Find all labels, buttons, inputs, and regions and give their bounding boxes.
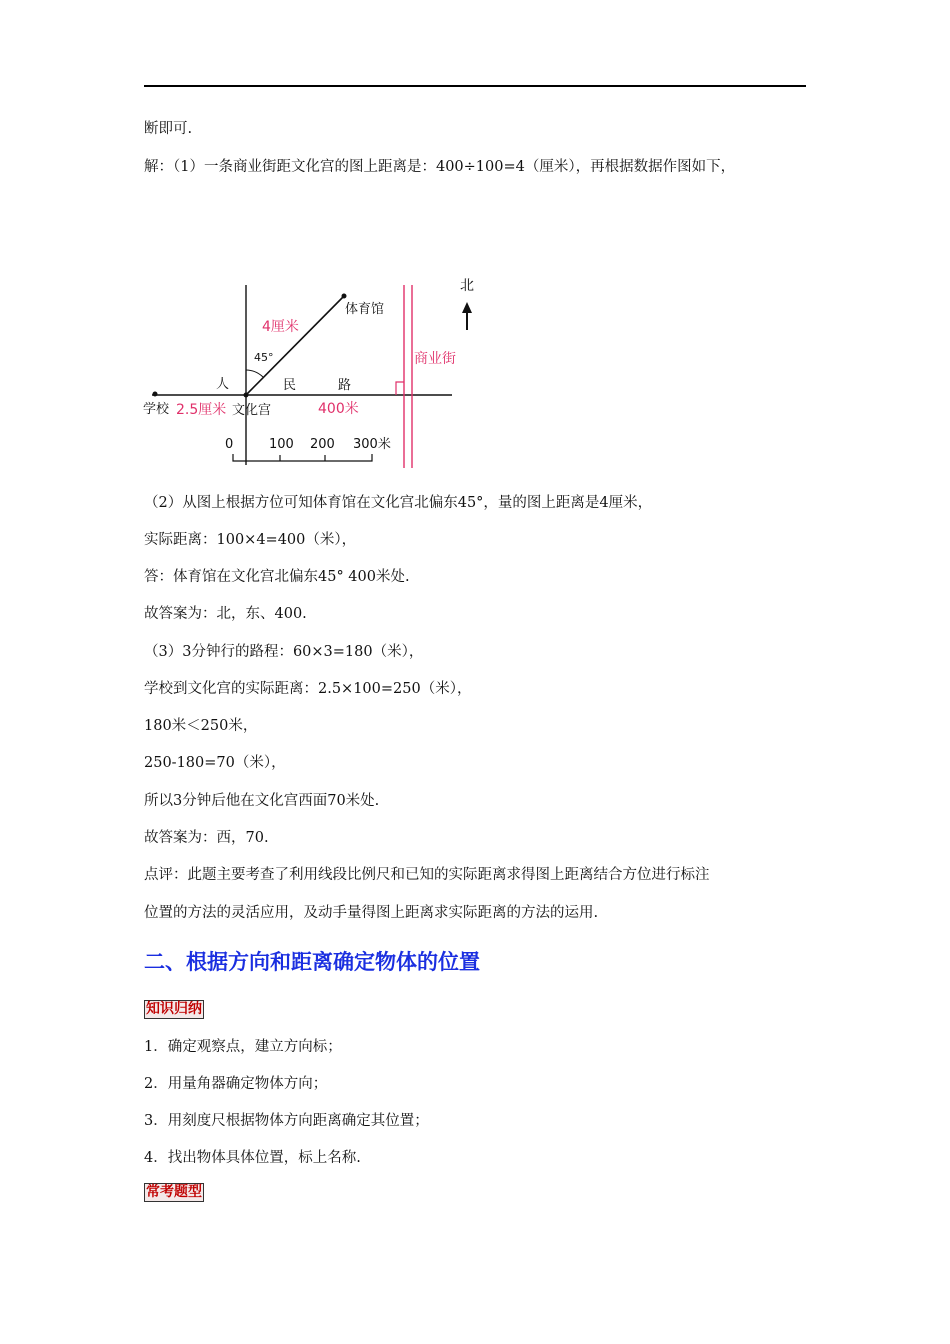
text-line: 180米＜250米， bbox=[144, 718, 258, 734]
stadium-label: 体育馆 bbox=[345, 302, 385, 317]
stadium-point bbox=[342, 294, 347, 299]
road-char: 民 bbox=[283, 378, 297, 393]
palace-label: 文化宫 bbox=[232, 403, 272, 418]
text-line: 答：体育馆在文化宫北偏东45° 400米处. bbox=[144, 569, 410, 585]
text-line: 点评：此题主要考查了利用线段比例尺和已知的实际距离求得图上距离结合方位进行标注 bbox=[144, 867, 710, 883]
step-item: 4．找出物体具体位置，标上名称. bbox=[144, 1150, 361, 1166]
angle-label: 45° bbox=[254, 351, 274, 364]
scale-label: 200 bbox=[310, 437, 335, 452]
direction-diagram bbox=[0, 0, 950, 480]
scale-label: 300米 bbox=[353, 437, 391, 452]
text-line: 故答案为：西，70. bbox=[144, 830, 269, 846]
right-angle-mark bbox=[396, 382, 404, 395]
school-point bbox=[153, 392, 158, 397]
text-line: 解：（1）一条商业街距文化宫的图上距离是：400÷100=4（厘米），再根据数据作图如下， bbox=[144, 159, 736, 175]
step-item: 2．用量角器确定物体方向； bbox=[144, 1076, 328, 1092]
common-questions-tag: 常考题型 bbox=[146, 1184, 202, 1200]
text-line: （3）3分钟行的路程：60×3=180（米）， bbox=[144, 644, 424, 660]
knowledge-summary-tag: 知识归纳 bbox=[146, 1001, 202, 1017]
distance-400m-label: 400米 bbox=[318, 401, 359, 417]
distance-4cm-label: 4厘米 bbox=[262, 319, 299, 335]
text-line: 故答案为：北，东、400. bbox=[144, 606, 307, 622]
step-item: 3．用刻度尺根据物体方向距离确定其位置； bbox=[144, 1113, 429, 1129]
text-line: 断即可. bbox=[144, 121, 193, 137]
north-arrow-head bbox=[462, 302, 472, 313]
text-line: 位置的方法的灵活应用，及动手量得图上距离求实际距离的方法的运用. bbox=[144, 905, 599, 921]
scale-label: 0 bbox=[225, 437, 234, 452]
section-title: 二、根据方向和距离确定物体的位置 bbox=[144, 950, 480, 974]
street-label: 商业街 bbox=[414, 351, 456, 367]
palace-point bbox=[244, 393, 249, 398]
distance-25cm-label: 2.5厘米 bbox=[176, 402, 227, 418]
text-line: 实际距离：100×4=400（米）， bbox=[144, 532, 357, 548]
road-char: 路 bbox=[338, 378, 352, 393]
angle-arc bbox=[246, 370, 263, 377]
north-label: 北 bbox=[460, 278, 474, 294]
text-line: （2）从图上根据方位可知体育馆在文化宫北偏东45°，量的图上距离是4厘米， bbox=[144, 495, 653, 511]
scale-label: 100 bbox=[269, 437, 294, 452]
scale-bar bbox=[233, 454, 372, 461]
road-char: 人 bbox=[216, 377, 230, 392]
school-label: 学校 bbox=[143, 402, 170, 417]
text-line: 学校到文化宫的实际距离：2.5×100=250（米）， bbox=[144, 681, 472, 697]
text-line: 所以3分钟后他在文化宫西面70米处. bbox=[144, 793, 380, 809]
text-line: 250-180=70（米）， bbox=[144, 755, 286, 771]
step-item: 1．确定观察点，建立方向标； bbox=[144, 1039, 342, 1055]
